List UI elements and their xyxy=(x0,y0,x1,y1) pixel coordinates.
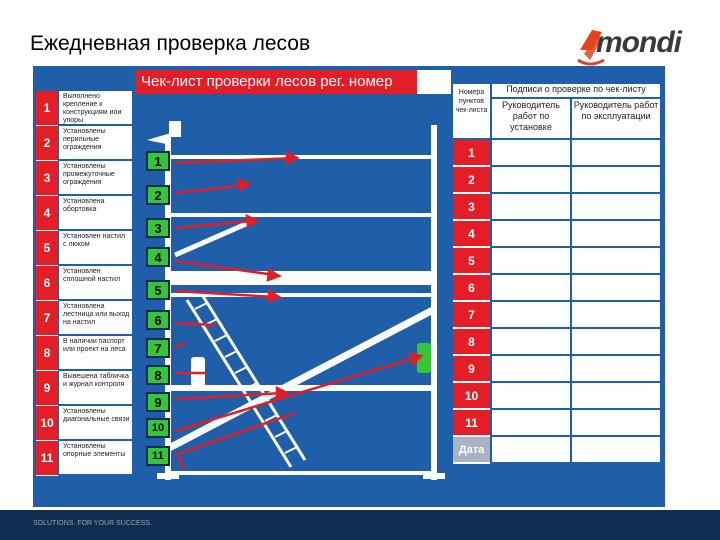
sign-cell-operation[interactable] xyxy=(572,140,660,167)
date-label: Дата xyxy=(453,437,490,464)
green-label: 6 xyxy=(146,310,170,330)
green-label: 7 xyxy=(146,338,170,358)
checklist-item: 9 Вывешена табличка и журнал контроля xyxy=(36,371,132,406)
reg-number-field xyxy=(417,70,451,94)
sign-cell-install[interactable] xyxy=(492,194,570,221)
date-cell-operation[interactable] xyxy=(572,437,660,464)
green-label: 3 xyxy=(146,218,170,238)
sign-cell-install[interactable] xyxy=(492,356,570,383)
green-label: 2 xyxy=(146,185,170,205)
footer-text: SOLUTIONS. FOR YOUR SUCCESS. xyxy=(33,520,152,527)
checklist-header: Чек-лист проверки лесов рег. номер xyxy=(135,70,417,94)
checklist-item: 8 В наличии паспорт или проект на леса xyxy=(36,336,132,371)
sign-cell-operation[interactable] xyxy=(572,221,660,248)
sign-cell-install[interactable] xyxy=(492,410,570,437)
sign-cell-install[interactable] xyxy=(492,302,570,329)
green-label: 5 xyxy=(146,280,170,300)
sign-cell-install[interactable] xyxy=(492,329,570,356)
sign-cell-install[interactable] xyxy=(492,167,570,194)
col-header-signatures: Подписи о проверке по чек-листу xyxy=(492,84,660,97)
checklist-item: 11 Установлены опорные элементы xyxy=(36,441,132,476)
green-label: 10 xyxy=(146,418,170,438)
checklist-item: 5 Установлен настил с люком xyxy=(36,231,132,266)
sign-cell-operation[interactable] xyxy=(572,167,660,194)
checklist-item: 3 Установлены промежуточные ограждения xyxy=(36,161,132,196)
sign-cell-operation[interactable] xyxy=(572,194,660,221)
col-header-operation: Руководитель работ по эксплуатации xyxy=(572,99,660,138)
checklist-item: 6 Установлен сплошной настил xyxy=(36,266,132,301)
sign-cell-install[interactable] xyxy=(492,383,570,410)
checklist-item: 2 Установлены перильные ограждения xyxy=(36,126,132,161)
sign-cell-operation[interactable] xyxy=(572,356,660,383)
green-label: 9 xyxy=(146,392,170,412)
sign-cell-install[interactable] xyxy=(492,275,570,302)
col-header-install: Руководитель работ по установке xyxy=(492,99,570,138)
green-label: 4 xyxy=(146,247,170,267)
sign-cell-operation[interactable] xyxy=(572,383,660,410)
scaffold-diagram xyxy=(135,95,453,487)
col-header-items: Номера пунктов чек-листа xyxy=(453,84,490,138)
checklist-item: 7 Установлена лестница или выход на настил xyxy=(36,301,132,336)
sign-cell-operation[interactable] xyxy=(572,302,660,329)
sign-cell-install[interactable] xyxy=(492,140,570,167)
sign-cell-operation[interactable] xyxy=(572,248,660,275)
sign-cell-install[interactable] xyxy=(492,248,570,275)
checklist-item: 1 Выполнено крепление к конструкциям или упоры xyxy=(36,91,132,126)
date-cell-install[interactable] xyxy=(492,437,570,464)
green-label: 8 xyxy=(146,365,170,385)
checklist-item: 4 Установлена обортовка xyxy=(36,196,132,231)
page-title: Ежедневная проверка лесов xyxy=(30,32,311,55)
checklist-item: 10 Установлены диагональные связи xyxy=(36,406,132,441)
sign-cell-operation[interactable] xyxy=(572,329,660,356)
sign-cell-operation[interactable] xyxy=(572,275,660,302)
sign-cell-operation[interactable] xyxy=(572,410,660,437)
sign-cell-install[interactable] xyxy=(492,221,570,248)
scaffold-right-post xyxy=(431,125,437,480)
logo-text: mondi xyxy=(596,26,681,59)
green-label: 11 xyxy=(146,446,170,466)
green-label: 1 xyxy=(146,151,170,171)
